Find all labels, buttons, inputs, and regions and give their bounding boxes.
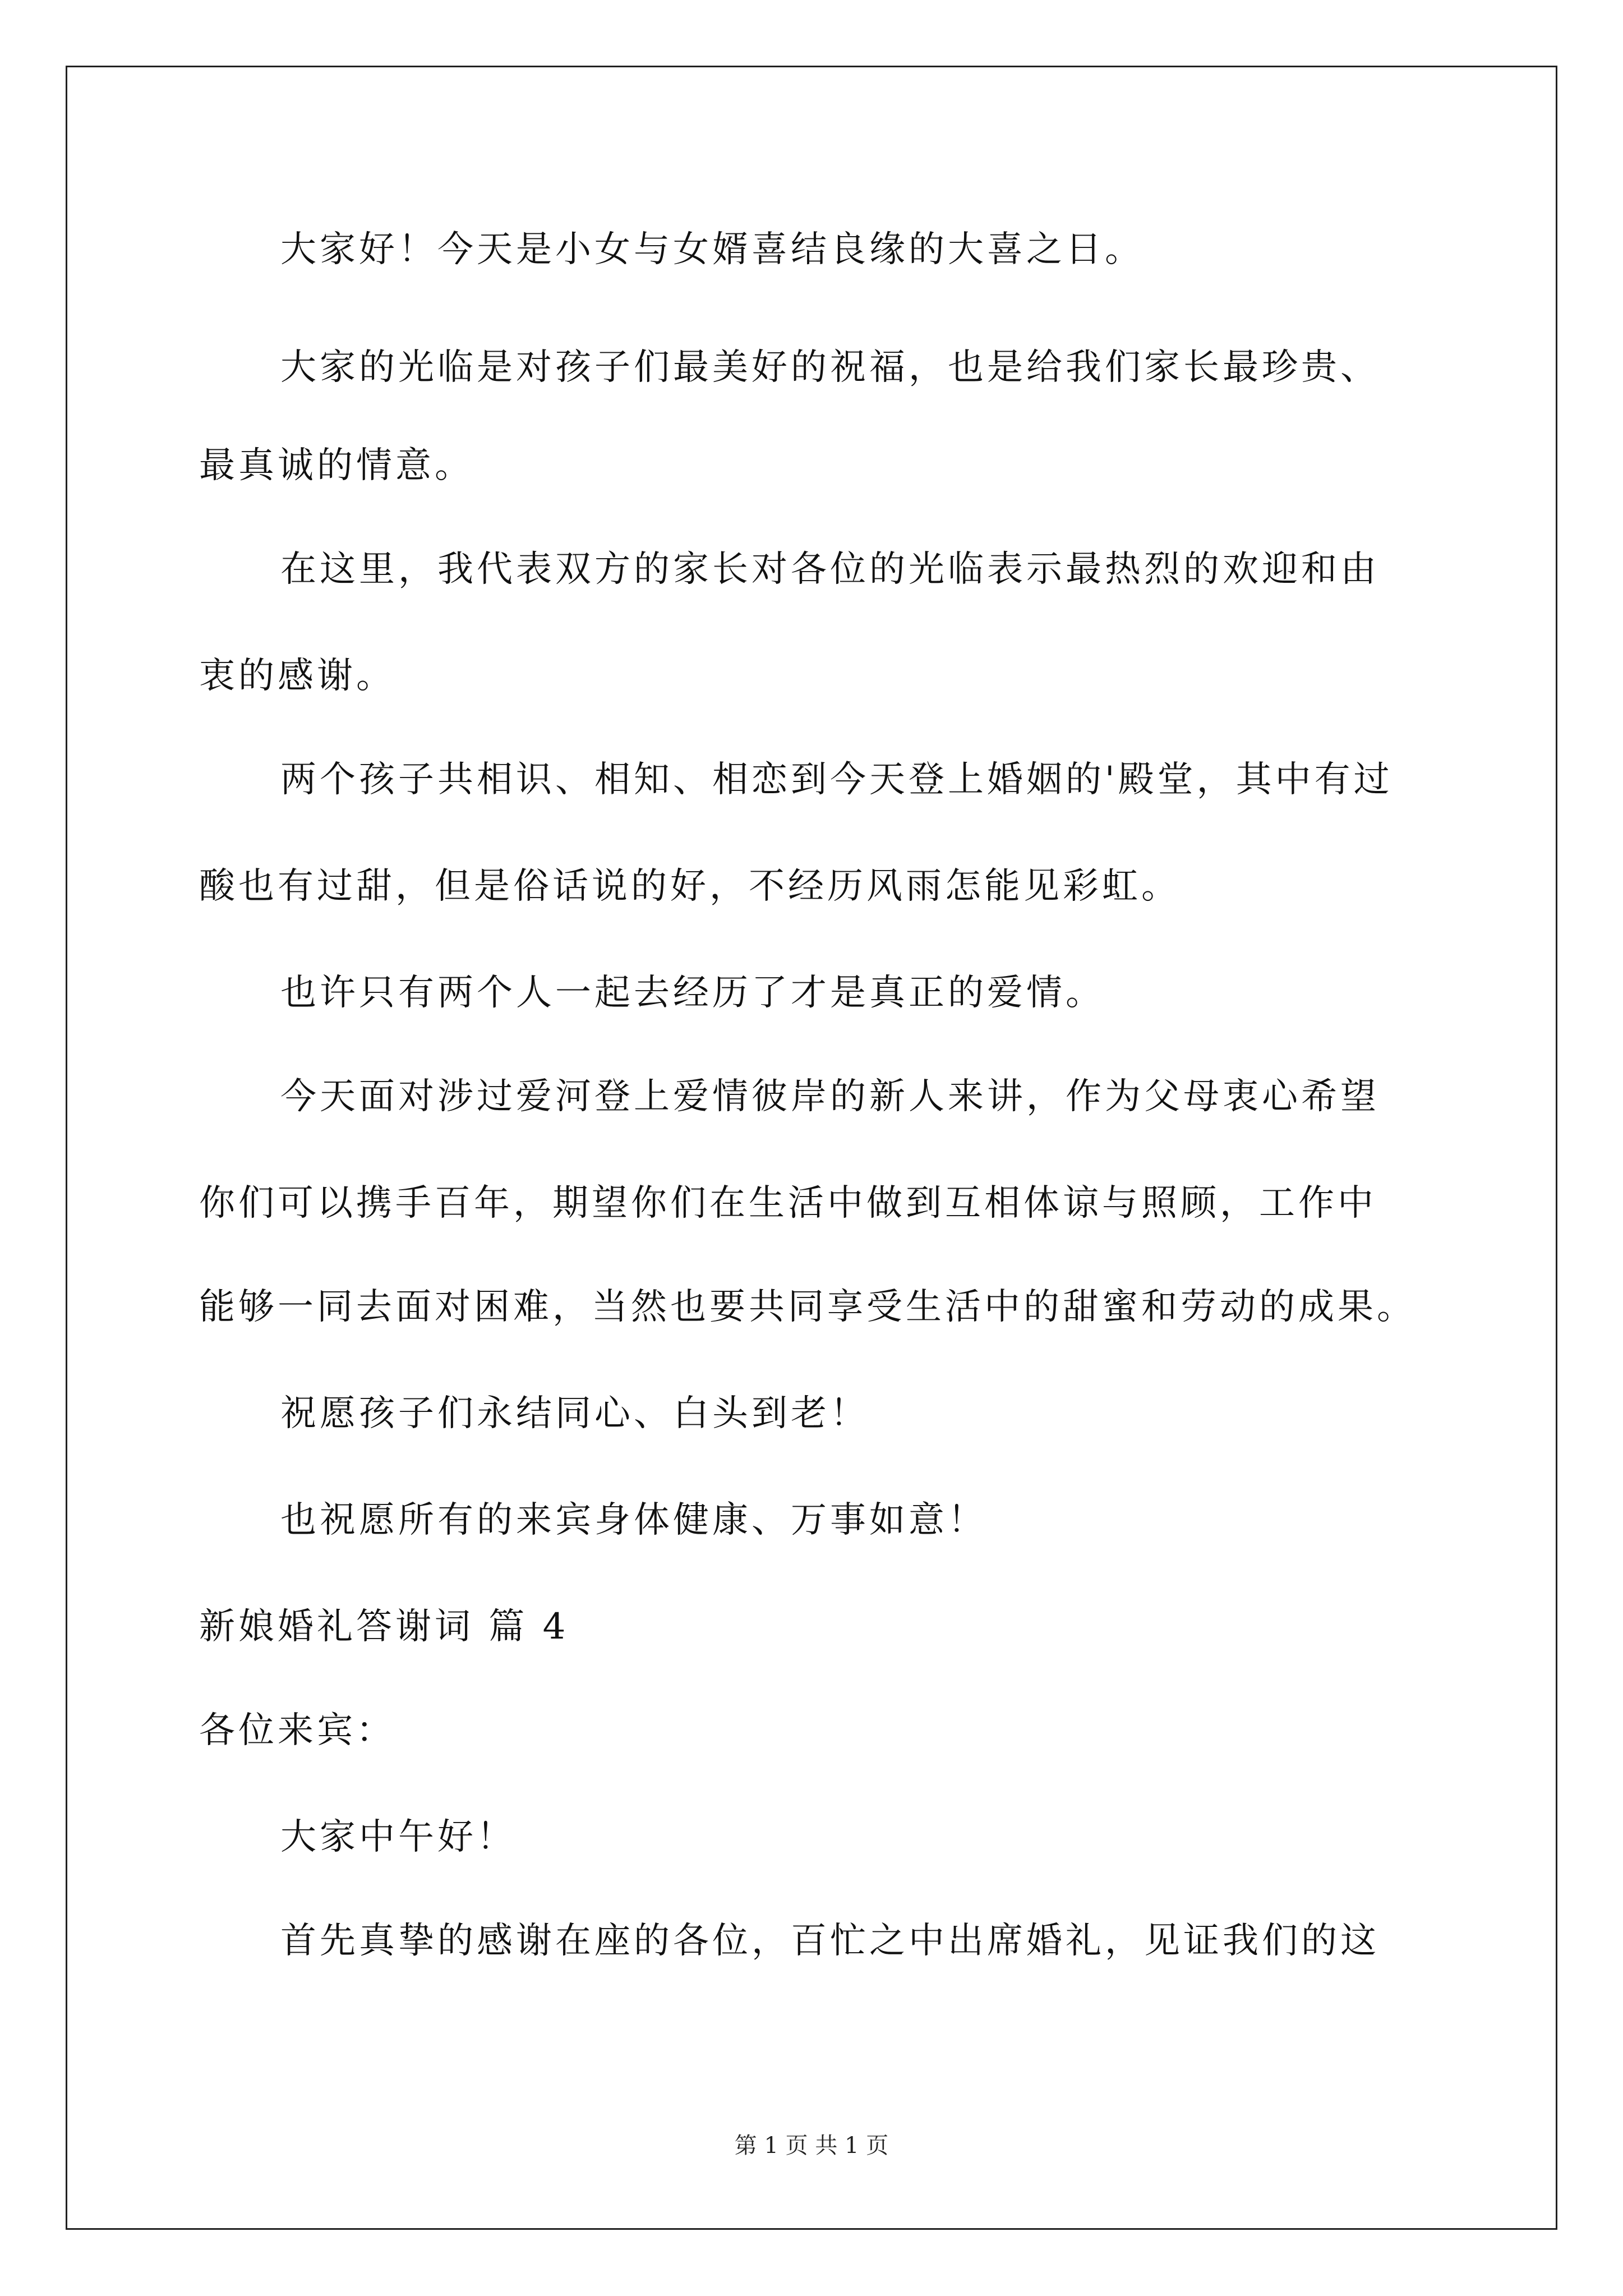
text-line: 在这里，我代表双方的家长对各位的光临表示最热烈的欢迎和由	[280, 549, 1380, 590]
text-line: 能够一同去面对困难，当然也要共同享受生活中的甜蜜和劳动的成果。	[199, 1286, 1416, 1328]
text-line: 祝愿孩子们永结同心、白头到老！	[280, 1393, 869, 1434]
text-line: 两个孩子共相识、相知、相恋到今天登上婚姻的'殿堂，其中有过	[280, 759, 1393, 800]
text-line: 衷的感谢。	[199, 655, 395, 697]
text-line: 大家好！今天是小女与女婿喜结良缘的大喜之日。	[280, 229, 1144, 270]
section-heading: 新娘婚礼答谢词 篇 4	[199, 1606, 569, 1648]
text-line: 大家的光临是对孩子们最美好的祝福，也是给我们家长最珍贵、	[280, 347, 1380, 388]
text-line: 也祝愿所有的来宾身体健康、万事如意！	[280, 1499, 987, 1541]
page-border	[66, 66, 1557, 2230]
salutation: 各位来宾：	[199, 1710, 395, 1751]
text-line: 首先真挚的感谢在座的各位，百忙之中出席婚礼，见证我们的这	[280, 1920, 1380, 1962]
text-line: 酸也有过甜，但是俗话说的好，不经历风雨怎能见彩虹。	[199, 866, 1181, 907]
text-line: 大家中午好！	[280, 1816, 516, 1858]
page-number: 第 1 页 共 1 页	[734, 2133, 889, 2159]
text-line: 也许只有两个人一起去经历了才是真正的爱情。	[280, 972, 1105, 1014]
text-line: 最真诚的情意。	[199, 445, 474, 486]
text-line: 你们可以携手百年，期望你们在生活中做到互相体谅与照顾，工作中	[199, 1182, 1377, 1224]
text-line: 今天面对涉过爱河登上爱情彼岸的新人来讲，作为父母衷心希望	[280, 1076, 1380, 1117]
